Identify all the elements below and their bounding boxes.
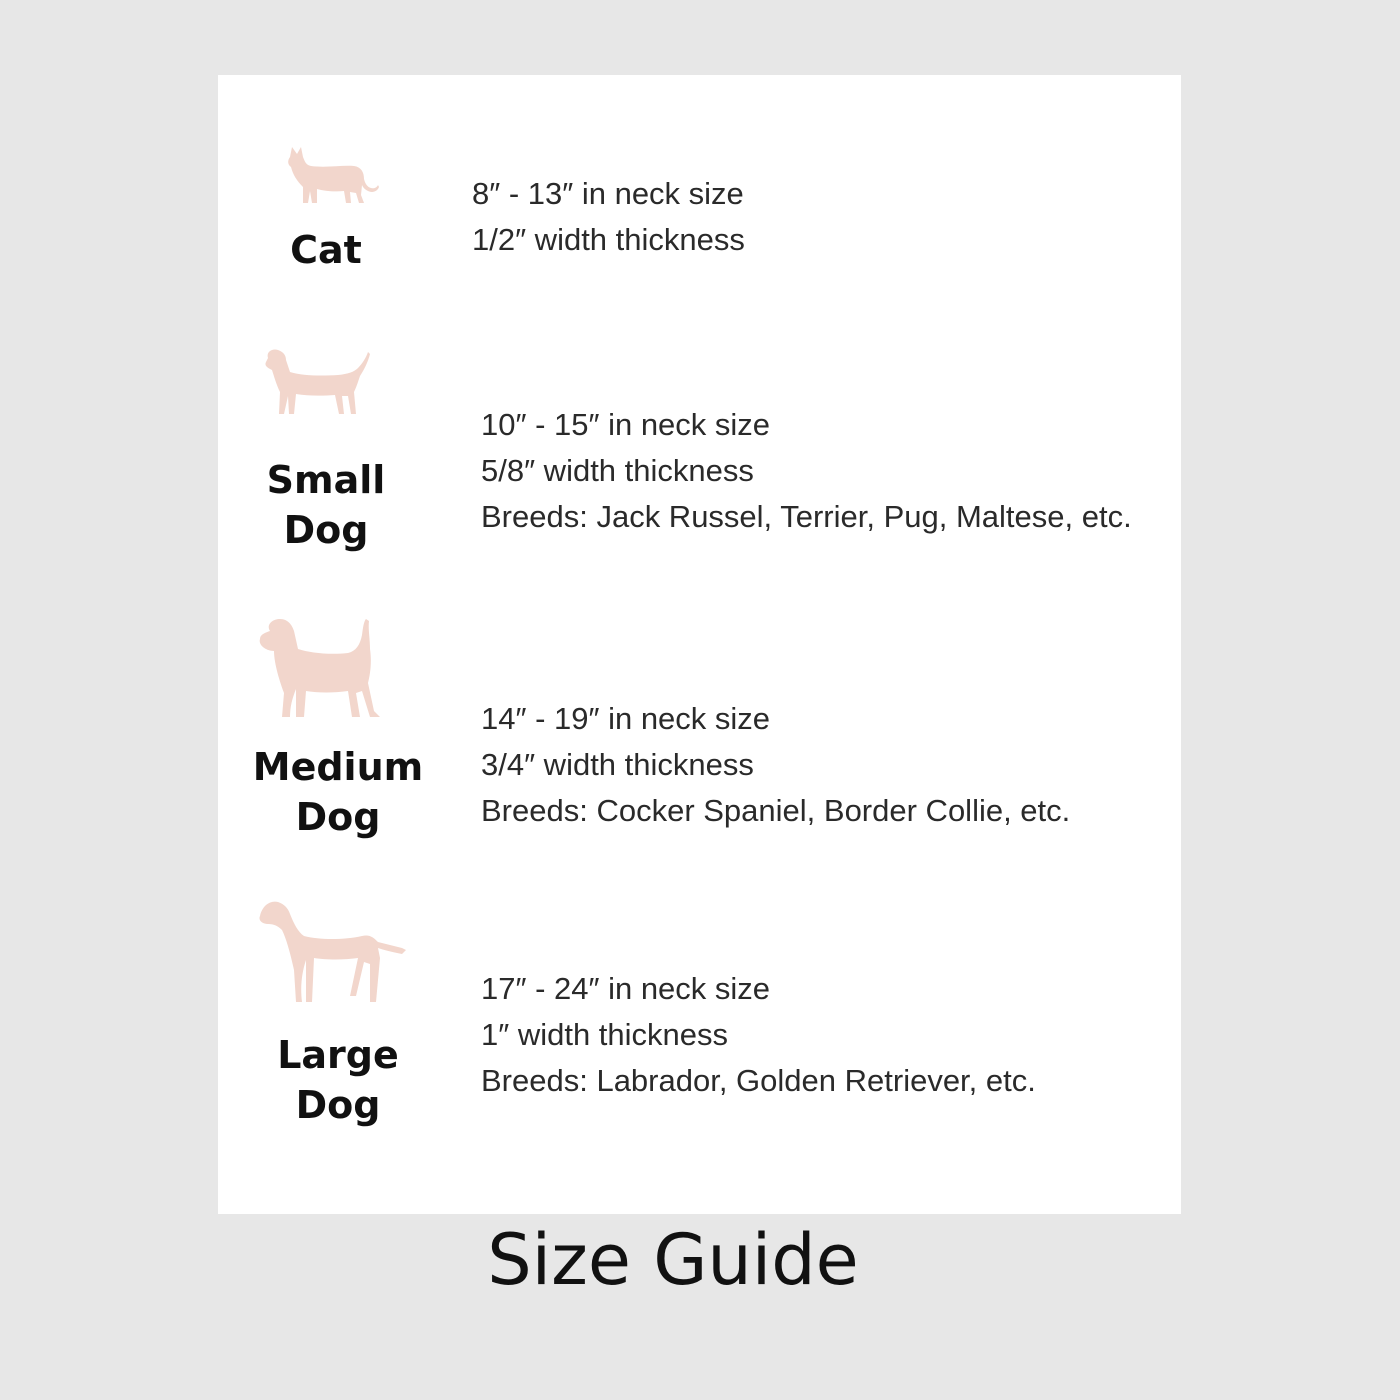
neck-size-text: 8″ - 13″ in neck size xyxy=(472,176,744,211)
width-thickness-text: 5/8″ width thickness xyxy=(481,453,754,488)
size-chart-card xyxy=(218,75,1181,1214)
size-label-line: Large xyxy=(277,1033,399,1077)
size-label-line: Dog xyxy=(283,508,369,552)
width-thickness-text: 1/2″ width thickness xyxy=(472,222,745,257)
breeds-text: Breeds: Labrador, Golden Retriever, etc. xyxy=(481,1063,1036,1098)
size-specs-medium-dog xyxy=(481,696,1070,834)
dachshund-silhouette-icon xyxy=(262,348,374,422)
size-label-medium-dog xyxy=(238,742,438,842)
width-thickness-text: 3/4″ width thickness xyxy=(481,747,754,782)
size-specs-cat xyxy=(472,171,745,263)
cat-silhouette-icon xyxy=(284,145,380,207)
breeds-text: Breeds: Jack Russel, Terrier, Pug, Maltese, etc. xyxy=(481,499,1132,534)
breeds-text: Breeds: Cocker Spaniel, Border Collie, etc. xyxy=(481,793,1071,828)
size-label-large-dog xyxy=(258,1030,418,1130)
size-label-cat xyxy=(246,225,406,275)
width-thickness-text: 1″ width thickness xyxy=(481,1017,729,1052)
size-label-line: Dog xyxy=(295,1083,381,1127)
size-label-line: Small xyxy=(266,458,386,502)
neck-size-text: 10″ - 15″ in neck size xyxy=(481,407,771,442)
size-label-line: Medium xyxy=(252,745,424,789)
spaniel-silhouette-icon xyxy=(256,617,384,721)
size-guide-caption: Size Guide xyxy=(487,1219,859,1301)
size-specs-large-dog xyxy=(481,966,1036,1104)
greyhound-silhouette-icon xyxy=(256,898,408,1006)
size-specs-small-dog xyxy=(481,402,1132,540)
neck-size-text: 14″ - 19″ in neck size xyxy=(481,701,771,736)
size-label-line: Dog xyxy=(295,795,381,839)
size-label-line: Cat xyxy=(290,228,362,272)
neck-size-text: 17″ - 24″ in neck size xyxy=(481,971,771,1006)
size-label-small-dog xyxy=(246,455,406,555)
